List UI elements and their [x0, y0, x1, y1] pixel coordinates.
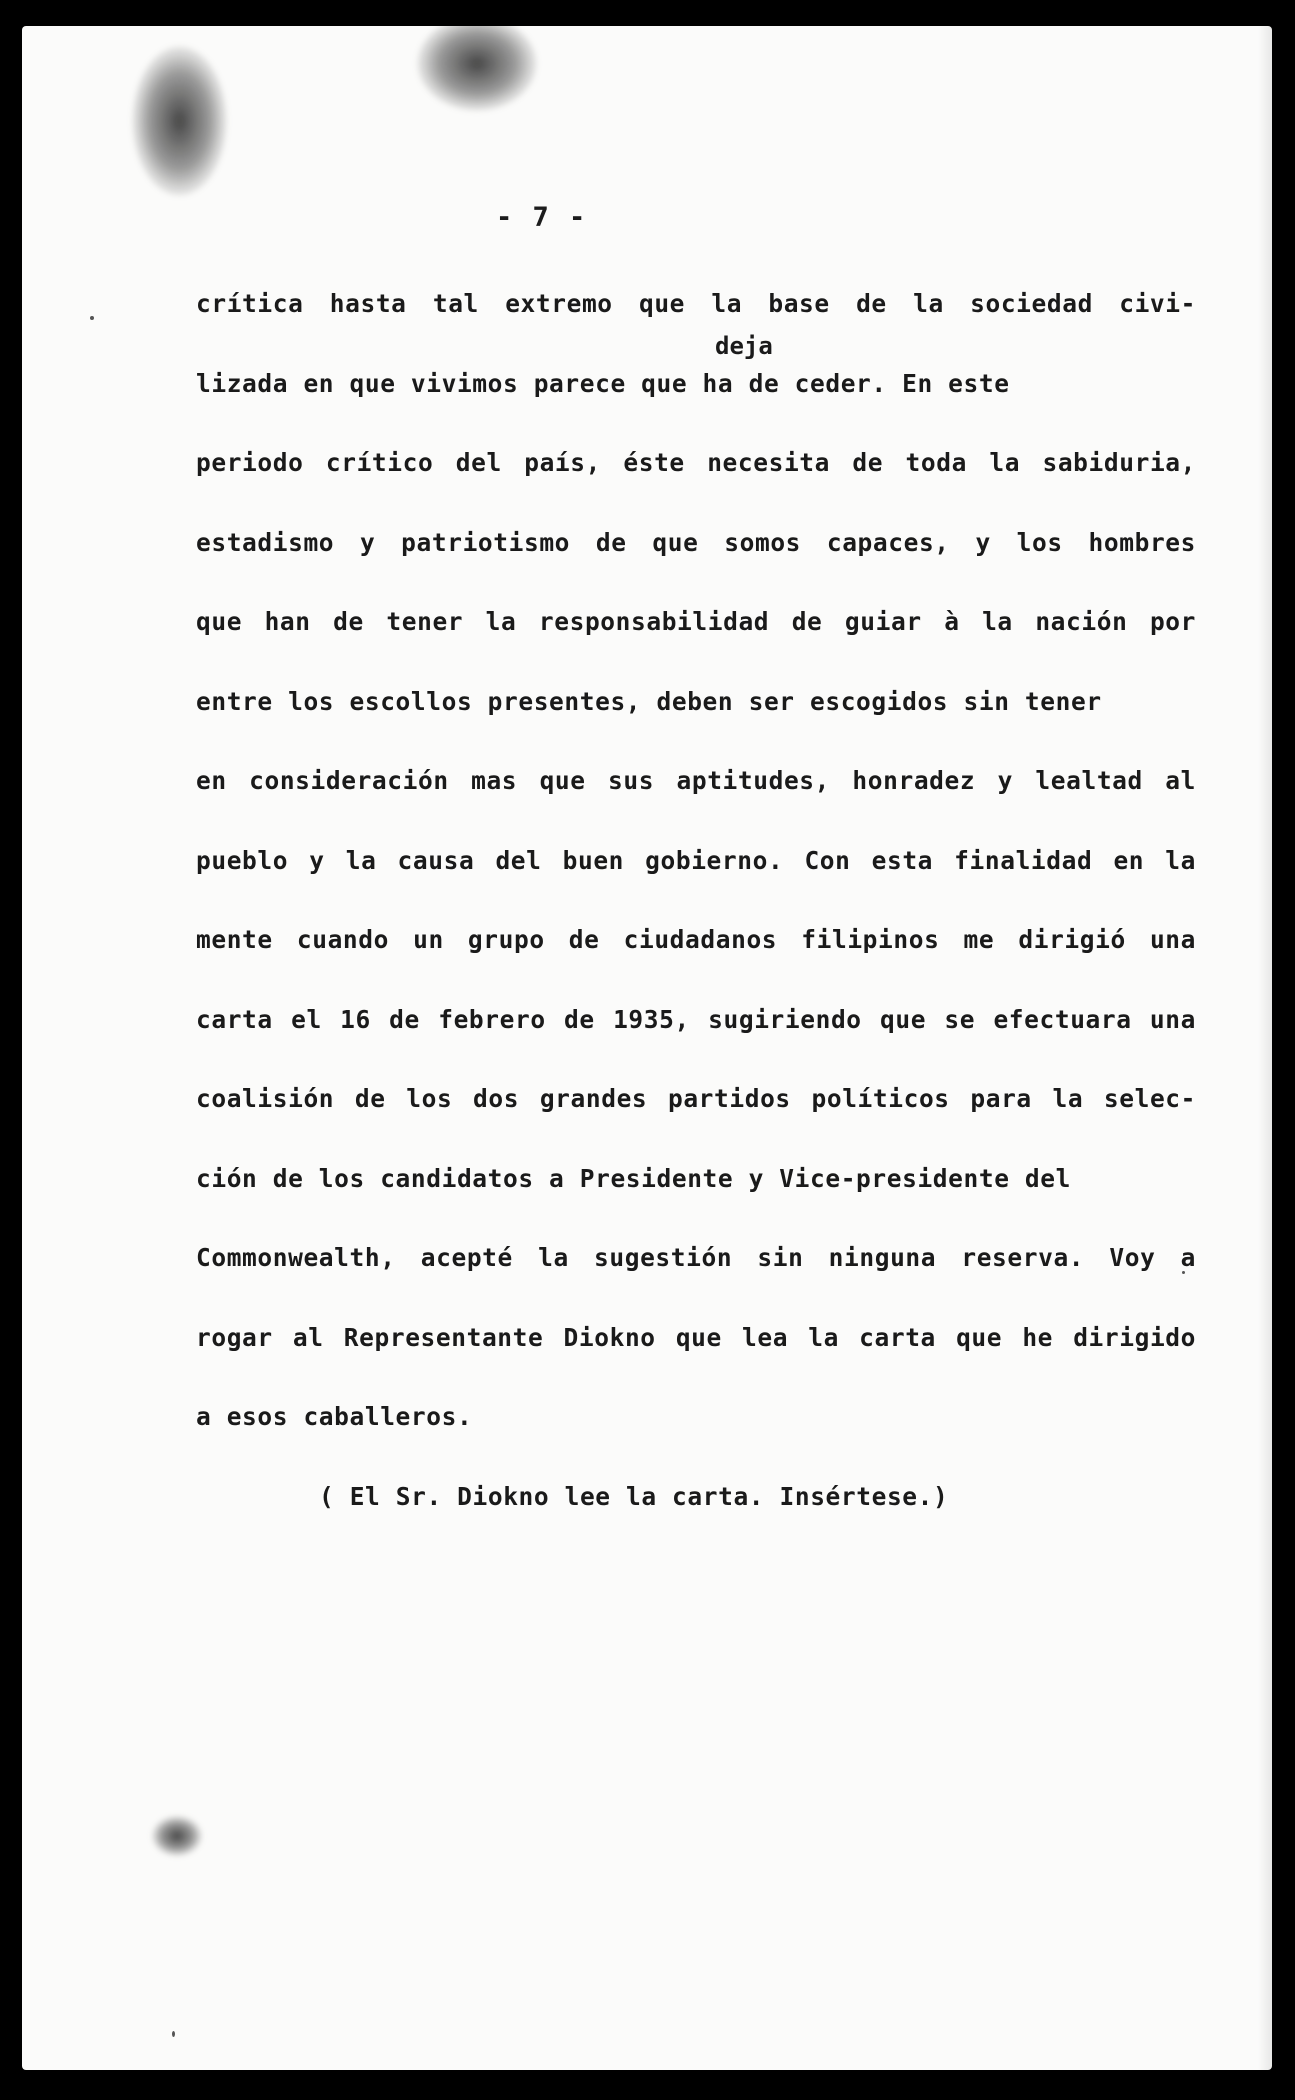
- text-line: ción de los candidatos a Presidente y Vice-presidente del: [196, 1163, 1071, 1193]
- text-line: entre los escollos presentes, deben ser escogidos sin tener: [196, 686, 1102, 716]
- handwritten-correction: deja: [715, 332, 773, 360]
- text-line: mente cuando un grupo de ciudadanos filipinos me dirigió una: [196, 925, 1196, 954]
- text-line: pueblo y la causa del buen gobierno. Con esta finalidad en la: [196, 845, 1196, 875]
- ink-smudge: [417, 26, 537, 111]
- text-line: en consideración mas que sus aptitudes, honradez y lealtad al: [196, 766, 1196, 795]
- paper-speck: [172, 2031, 175, 2037]
- text-line: coalisión de los dos grandes partidos políticos para la selec-: [196, 1084, 1196, 1113]
- text-line: Commonwealth, acepté la sugestión sin ninguna reserva. Voy a: [196, 1243, 1196, 1272]
- text-line: periodo crítico del país, éste necesita de toda la sabiduria,: [196, 448, 1196, 477]
- text-line: crítica hasta tal extremo que la base de la sociedad civi-: [196, 289, 1196, 318]
- ink-smudge: [152, 1816, 202, 1856]
- paper-speck: [90, 316, 94, 320]
- page-number: - 7 -: [496, 202, 588, 233]
- text-line: que han de tener la responsabilidad de guiar à la nación por: [196, 607, 1196, 636]
- text-line: a esos caballeros.: [196, 1402, 473, 1431]
- ink-smudge: [132, 46, 227, 196]
- body-text: [196, 264, 1196, 1536]
- text-line: carta el 16 de febrero de 1935, sugiriendo que se efectuara una: [196, 1004, 1196, 1034]
- text-line: lizada en que vivimos parece que ha de ceder. En este: [196, 368, 1010, 398]
- text-line: estadismo y patriotismo de que somos capaces, y los hombres: [196, 527, 1196, 557]
- parenthetical-note: ( El Sr. Diokno lee la carta. Insértese.): [319, 1481, 949, 1511]
- text-line: rogar al Representante Diokno que lea la carta que he dirigido: [196, 1322, 1196, 1352]
- page-edge-shadow: [1258, 26, 1272, 2070]
